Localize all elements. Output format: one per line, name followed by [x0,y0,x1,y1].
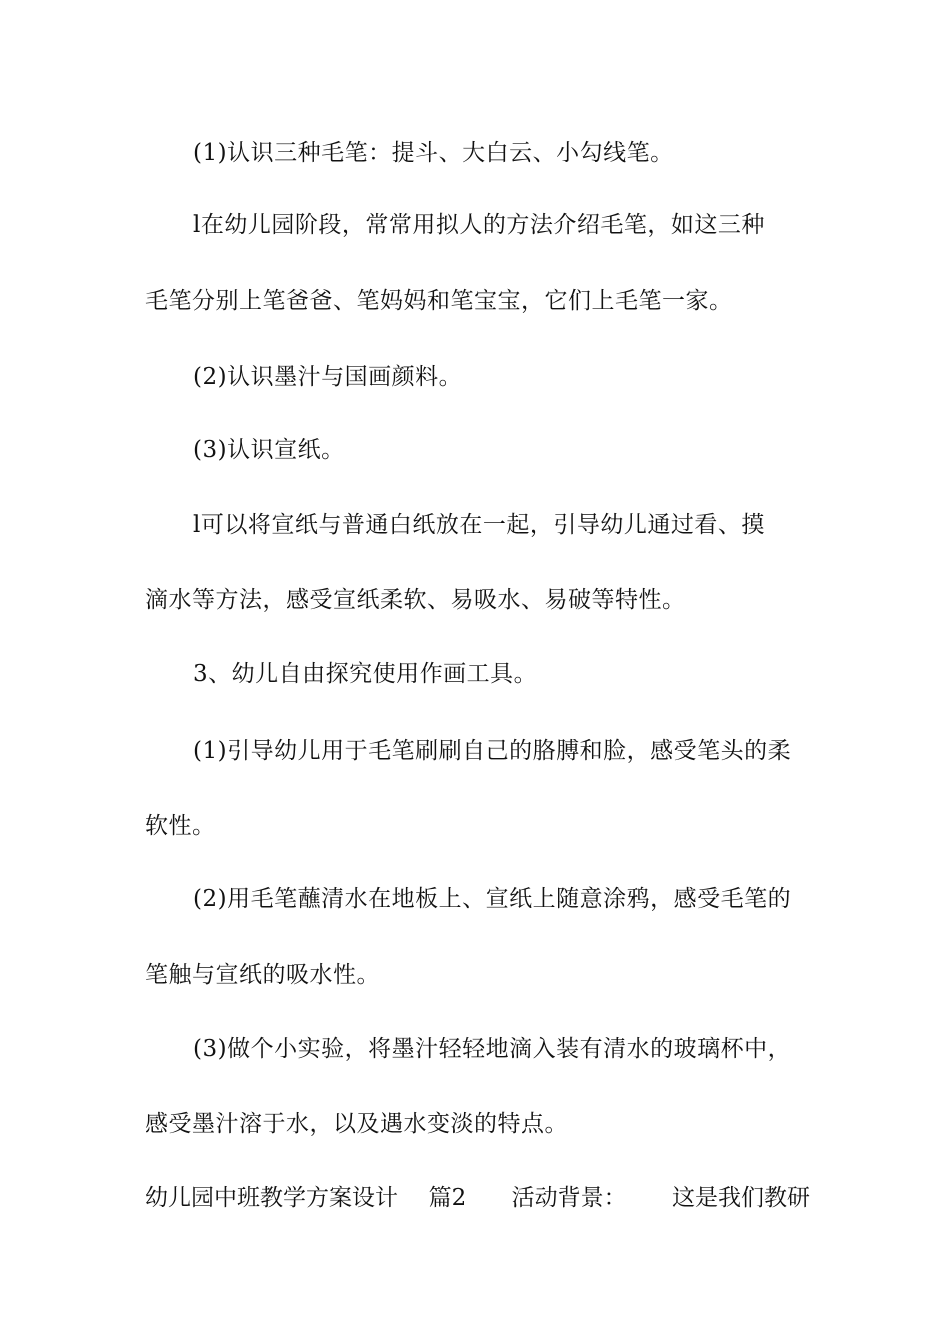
heading-section: 篇2 [428,1185,467,1211]
paragraph-line: 毛笔分别上笔爸爸、笔妈妈和笔宝宝，它们上毛笔一家。 [145,288,733,314]
heading-title [145,1183,466,1213]
paragraph-line: (3)认识宣纸。 [193,437,345,463]
paragraph-line: 笔触与宣纸的吸水性。 [145,962,380,988]
paragraph-line: l可以将宣纸与普通白纸放在一起，引导幼儿通过看、摸 [193,512,765,538]
paragraph-line: 感受墨汁溶于水，以及遇水变淡的特点。 [145,1111,568,1137]
paragraph-line: 软性。 [145,813,216,839]
paragraph-line: (3)做个小实验，将墨汁轻轻地滴入装有清水的玻璃杯中， [193,1036,792,1062]
heading-title-text: 幼儿园中班教学方案设计 [145,1185,398,1211]
paragraph-line: l在幼儿园阶段，常常用拟人的方法介绍毛笔，如这三种 [193,212,765,238]
section-heading [145,1183,810,1213]
paragraph-line: (2)认识墨汁与国画颜料。 [193,364,463,390]
paragraph-line: 滴水等方法，感受宣纸柔软、易吸水、易破等特性。 [145,587,686,613]
paragraph-line: (1)认识三种毛笔：提斗、大白云、小勾线笔。 [193,140,674,166]
paragraph-line: (1)引导幼儿用于毛笔刷刷自己的胳膊和脸，感受笔头的柔 [193,738,792,764]
paragraph-line: 3、幼儿自由探究使用作画工具。 [193,661,538,687]
heading-text: 这是我们教研 [671,1185,810,1211]
paragraph-line: (2)用毛笔蘸清水在地板上、宣纸上随意涂鸦，感受毛笔的 [193,886,792,912]
heading-label: 活动背景： [511,1185,627,1211]
